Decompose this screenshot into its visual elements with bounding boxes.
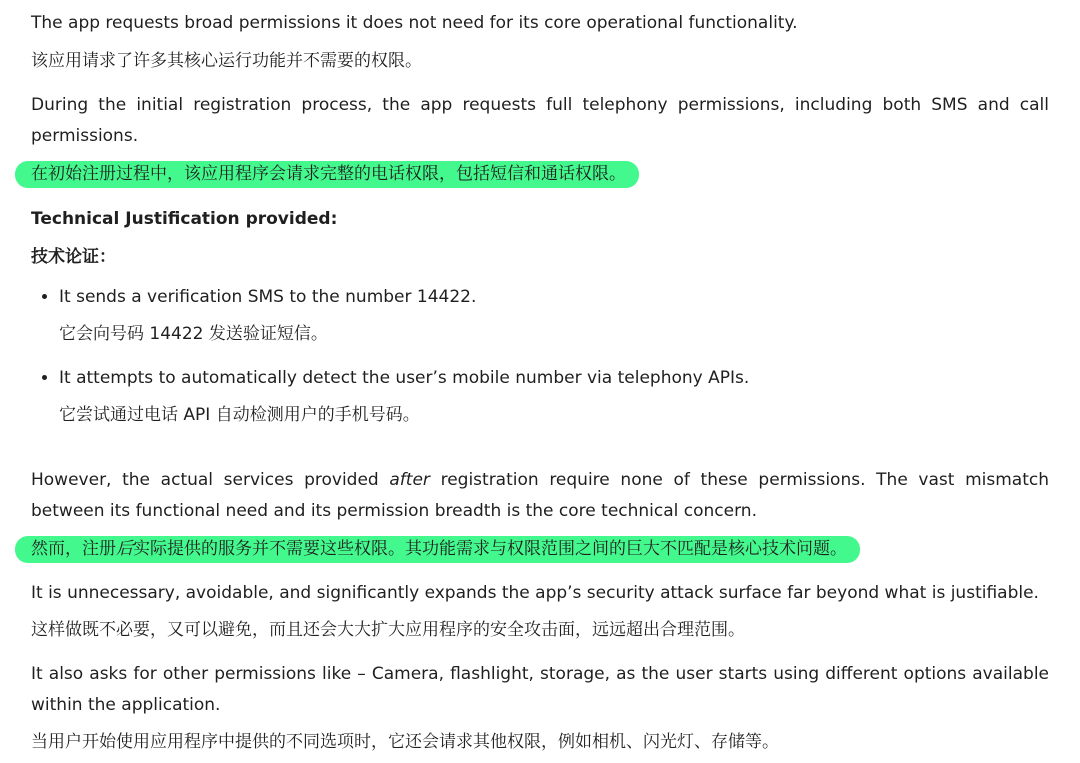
paragraph-registration-zh bbox=[31, 159, 1049, 190]
highlight-registration-zh: 在初始注册过程中，该应用程序会请求完整的电话权限，包括短信和通话权限。 bbox=[15, 161, 639, 188]
section-gap bbox=[31, 431, 1049, 465]
mismatch-zh-italic-hou: 后 bbox=[116, 539, 133, 559]
mismatch-en-post: registration require none of these permissions. The vast mismatch between its functional need and its permission breadth is the core technical concern. bbox=[31, 470, 1049, 521]
bullet-detect-number-zh: 它尝试通过电话 API 自动检测用户的手机号码。 bbox=[59, 405, 420, 425]
mismatch-en-pre: However, the actual services provided bbox=[31, 470, 390, 490]
paragraph-mismatch-zh bbox=[31, 534, 1049, 565]
paragraph-other-permissions-zh: 当用户开始使用应用程序中提供的不同选项时，它还会请求其他权限，例如相机、闪光灯、存储等。 bbox=[31, 732, 779, 752]
paragraph-mismatch-en bbox=[31, 465, 1049, 527]
paragraph-risk-zh: 这样做既不必要，又可以避免，而且还会大大扩大应用程序的安全攻击面，远远超出合理范围。 bbox=[31, 620, 745, 640]
paragraph-intro-zh: 该应用请求了许多其核心运行功能并不需要的权限。 bbox=[31, 51, 422, 71]
bullet-sms-en: • It sends a verification SMS to the number 14422. bbox=[59, 287, 477, 307]
bullet-detect-number-en: • It attempts to automatically detect the user’s mobile number via telephony APIs. bbox=[59, 368, 750, 388]
document-content bbox=[31, 8, 1049, 758]
bullet-item-sms bbox=[59, 282, 1049, 350]
paragraph-other-permissions-en: It also asks for other permissions like – Camera, flashlight, storage, as the user starts using different options available within the application. bbox=[31, 664, 1049, 715]
paragraph-registration-en: During the initial registration process, the app requests full telephony permissions, including both SMS and call permissions. bbox=[31, 95, 1049, 146]
mismatch-zh-post: 实际提供的服务并不需要这些权限。其功能需求与权限范围之间的巨大不匹配是核心技术问题。 bbox=[133, 539, 847, 559]
heading-technical-justification-en: Technical Justification provided: bbox=[31, 209, 338, 229]
bullet-sms-zh: 它会向号码 14422 发送验证短信。 bbox=[59, 324, 328, 344]
justification-bullet-list bbox=[31, 282, 1049, 431]
bullet-item-detect-number bbox=[59, 363, 1049, 431]
mismatch-en-italic-after: after bbox=[389, 470, 430, 490]
paragraph-risk-en: It is unnecessary, avoidable, and significantly expands the app’s security attack surface far beyond what is justifiable. bbox=[31, 583, 1039, 603]
heading-technical-justification-zh: 技术论证： bbox=[31, 247, 116, 267]
highlight-mismatch-zh bbox=[15, 536, 860, 563]
mismatch-zh-pre: 然而，注册 bbox=[31, 539, 116, 559]
paragraph-intro-en: The app requests broad permissions it does not need for its core operational functionality. bbox=[31, 13, 798, 33]
